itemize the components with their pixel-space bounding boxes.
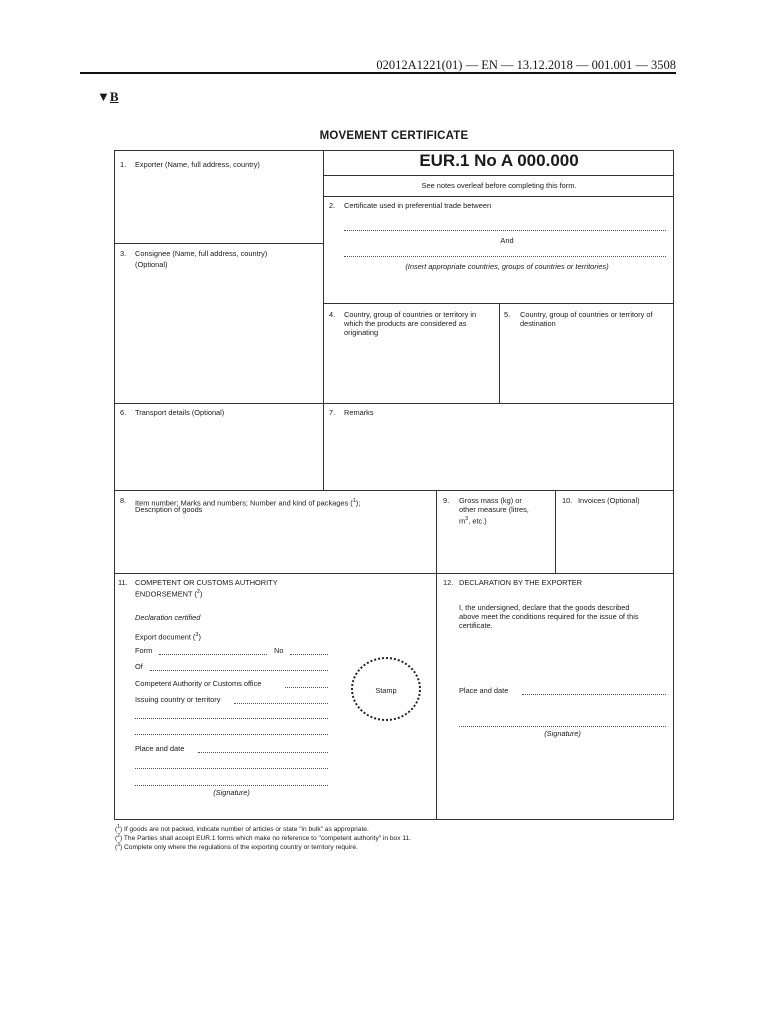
document-reference: 02012A1221(01) — EN — 13.12.2018 — 001.001 — 3508 [376, 58, 676, 72]
divider-row11 [114, 573, 674, 574]
no-field[interactable] [290, 654, 328, 655]
divider-row6 [114, 403, 674, 404]
box-12-number: 12. [443, 578, 454, 587]
form-label: Form [135, 646, 153, 655]
declaration-text-1: I, the undersigned, declare that the goods described [459, 603, 630, 612]
divider-notes [323, 196, 674, 197]
footnote-2-ref: 2 [117, 833, 120, 839]
box-4-number: 4. [329, 310, 336, 319]
box-7-number: 7. [329, 408, 336, 417]
box-5-number: 5. [504, 310, 511, 319]
divider-center [323, 150, 324, 490]
divider-box8-9 [436, 490, 437, 573]
marker-letter: B [109, 89, 119, 104]
export-document-text: Export document ( [135, 632, 196, 642]
footnote-3-ref: 3 [117, 842, 120, 848]
footnote-ref-1: 1 [352, 498, 356, 504]
box-2-label: Certificate used in preferential trade between [344, 201, 492, 210]
box-8-line-1-text: Item number; Marks and numbers; Number and kind of packages ( [135, 498, 353, 508]
box-1-number: 1. [120, 160, 127, 169]
footnote-ref-2: 2 [196, 589, 200, 595]
export-document-label [135, 630, 201, 642]
box-5-line-1: Country, group of countries or territory of [520, 310, 653, 319]
box-3-optional: (Optional) [135, 260, 168, 269]
box-9-line-1: Gross mass (kg) or [459, 496, 522, 505]
box-8-line-1-end: ); [355, 498, 361, 508]
declaration-text-2: above meet the conditions required for the issue of this [459, 612, 639, 621]
box-9-line-3-a: m [459, 516, 466, 526]
footnote-2-text: The Parties shall accept EUR.1 forms which make no reference to "competent authority" in box 11. [123, 835, 412, 843]
declaration-certified: Declaration certified [135, 613, 201, 622]
divider-box9-10 [555, 490, 556, 573]
signature-line-12[interactable] [459, 726, 666, 727]
box-2-and: And [500, 236, 514, 245]
place-date-field-11[interactable] [198, 752, 328, 753]
box-6-label: Transport details (Optional) [135, 408, 225, 417]
box-9-line-3-b: , etc.) [468, 516, 487, 526]
of-field[interactable] [150, 670, 328, 671]
footnote-1-text: If goods are not packed, indicate number of articles or state "in bulk" as appropriate. [124, 826, 369, 834]
divider-eur [323, 175, 674, 176]
place-date-field-12[interactable] [522, 694, 666, 695]
issuing-country-line-3[interactable] [135, 734, 328, 735]
box-2-line-1 [344, 230, 666, 231]
frame-left [114, 150, 115, 820]
divider-row8 [114, 490, 674, 491]
box-11-line-2-text: ENDORSEMENT ( [135, 589, 197, 599]
divider-box11-12 [436, 573, 437, 819]
page-title: MOVEMENT CERTIFICATE [319, 130, 469, 142]
box-12-label: DECLARATION BY THE EXPORTER [459, 578, 583, 587]
frame-bottom [114, 819, 674, 820]
signature-label-12: (Signature) [544, 729, 581, 738]
box-11-line-2-end: ) [199, 589, 203, 599]
box-1-label: Exporter (Name, full address, country) [135, 160, 260, 169]
competent-authority-label: Competent Authority or Customs office [135, 679, 262, 688]
issuing-country-line-2[interactable] [135, 718, 328, 719]
divider-box4-5 [499, 303, 500, 403]
issuing-country-field[interactable] [234, 703, 328, 704]
footnote-2: ($^2$) The Parties shall accept EUR.1 forms which make no reference to "competent authority" in box 11. [115, 833, 412, 843]
box-3-number: 3. [120, 249, 127, 258]
box-9-line-2: other measure (litres, [459, 505, 529, 514]
box-2-number: 2. [329, 201, 336, 210]
declaration-text-3: certificate. [459, 621, 493, 630]
signature-label-11: (Signature) [213, 788, 250, 797]
box-3-label: Consignee (Name, full address, country) [135, 249, 268, 258]
box-10-number: 10. [562, 496, 573, 505]
box-4-line-1: Country, group of countries or territory in [344, 310, 477, 319]
competent-authority-field[interactable] [285, 687, 328, 688]
footnote-1: ($^1$) If goods are not packed, indicate number of articles or state "in bulk" as appropriate. [115, 824, 369, 834]
of-label: Of [135, 662, 143, 671]
footnote-ref-3: 3 [195, 632, 199, 638]
place-date-label-12: Place and date [459, 686, 509, 695]
box-2-line-2 [344, 256, 666, 257]
box-9-line-3-sup: 3 [465, 516, 469, 522]
divider-box1-3 [114, 243, 323, 244]
header-rule [80, 72, 676, 74]
notes-text: See notes overleaf before completing this form. [421, 181, 577, 190]
box-2-hint: (Insert appropriate countries, groups of countries or territories) [405, 262, 609, 271]
box-5-line-2: destination [520, 319, 556, 328]
box-6-number: 6. [120, 408, 127, 417]
frame-right [673, 150, 674, 820]
box-9-line-3 [459, 514, 487, 526]
box-8-number: 8. [120, 496, 127, 505]
signature-line-11[interactable] [135, 785, 328, 786]
amendment-marker [97, 89, 119, 105]
box-8-line-2: Description of goods [135, 505, 203, 514]
footnote-3: ($^3$) Complete only where the regulations of the exporting country or territory require. [115, 842, 358, 852]
box-4-line-2: which the products are considered as [344, 319, 467, 328]
export-document-end: ) [198, 632, 201, 642]
box-9-number: 9. [443, 496, 450, 505]
eur-number: EUR.1 No A 000.000 [419, 151, 579, 170]
box-11-line-1: COMPETENT OR CUSTOMS AUTHORITY [135, 578, 278, 587]
stamp-label: Stamp [375, 686, 397, 695]
box-10-label: Invoices (Optional) [578, 496, 640, 505]
marker-arrow-icon: ▼ [97, 89, 110, 104]
place-date-line-2[interactable] [135, 768, 328, 769]
footnote-1-ref: 1 [117, 824, 120, 830]
box-4-line-3: originating [344, 328, 379, 337]
footnote-3-text: Complete only where the regulations of the exporting country or territory require. [124, 844, 358, 852]
issuing-country-label: Issuing country or territory [135, 695, 221, 704]
no-label: No [274, 646, 284, 655]
form-field[interactable] [159, 654, 267, 655]
box-7-label: Remarks [344, 408, 374, 417]
place-date-label-11: Place and date [135, 744, 185, 753]
box-11-number: 11. [118, 578, 128, 587]
box-11-line-2 [135, 587, 202, 599]
